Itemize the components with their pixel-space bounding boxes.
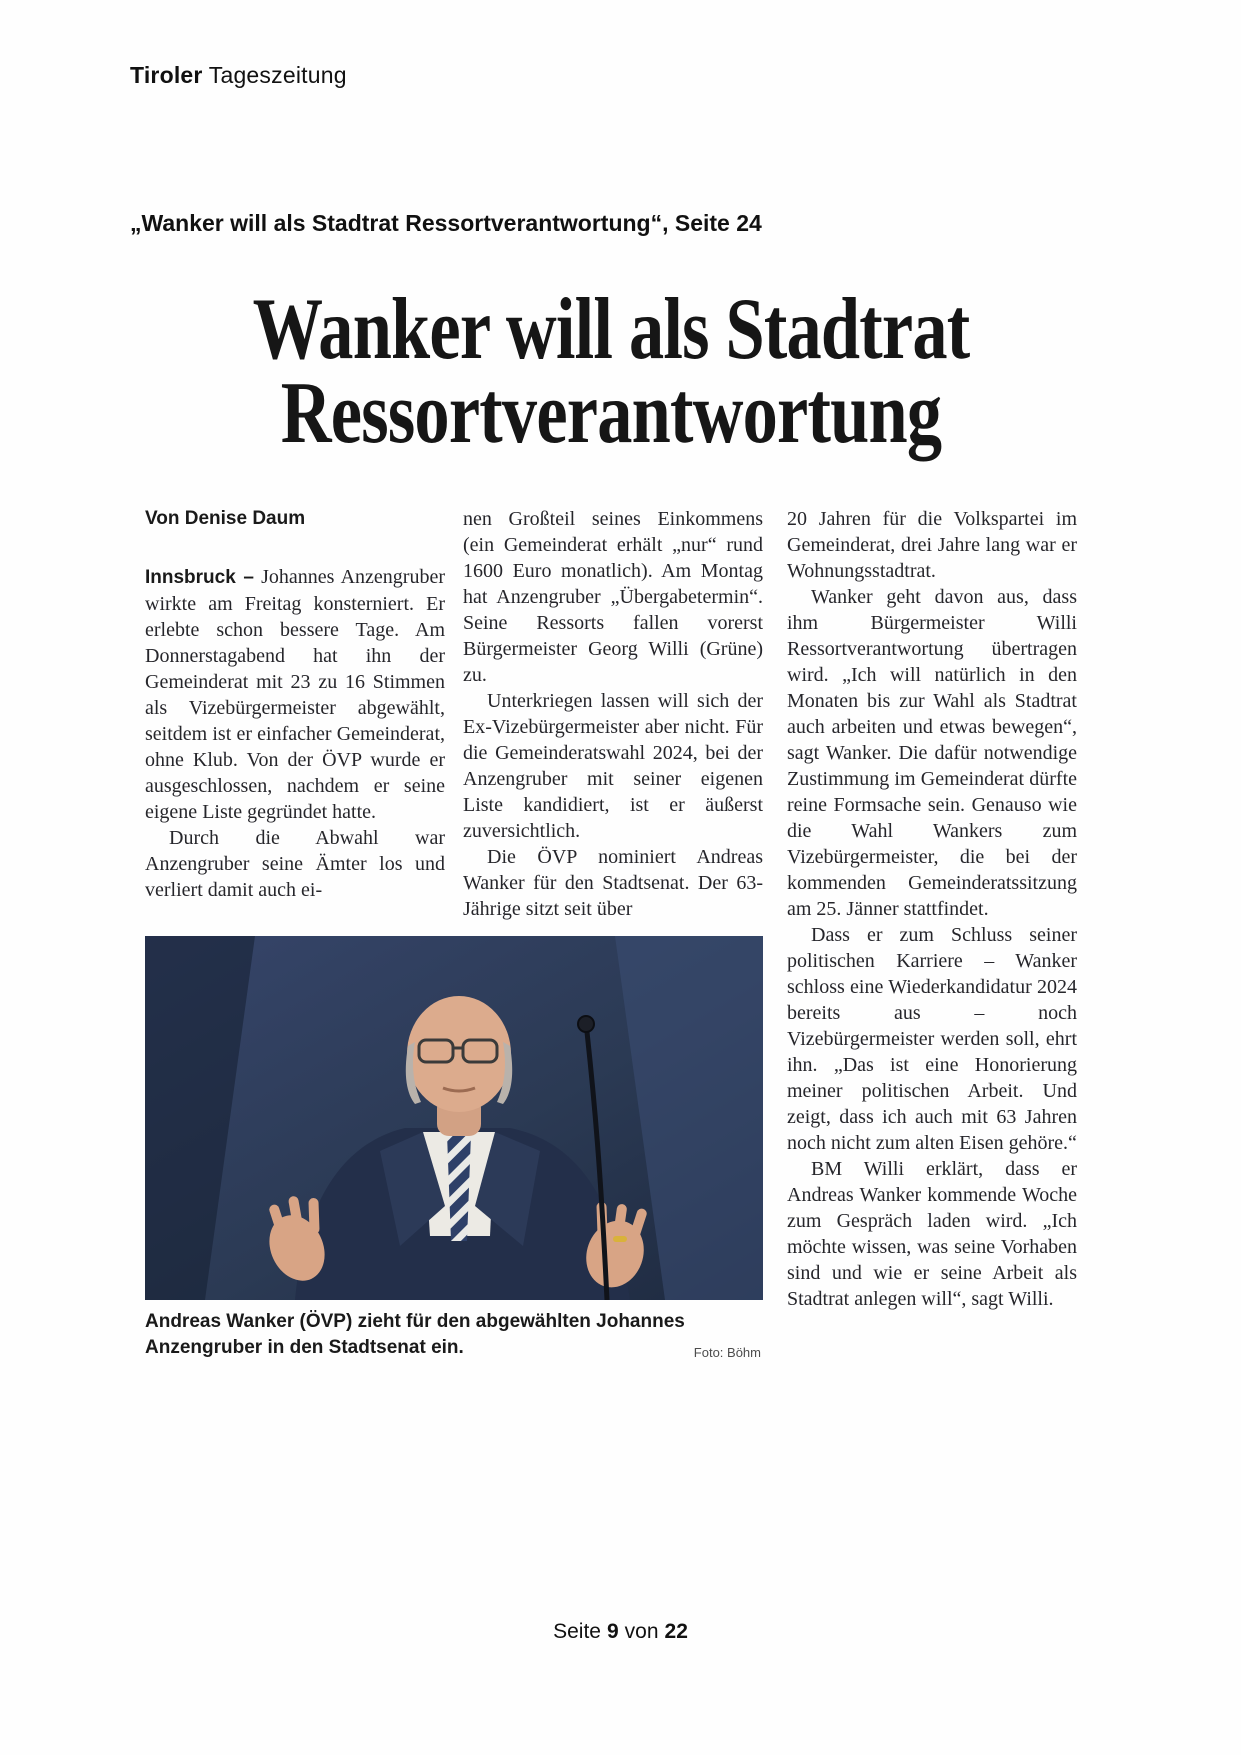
page-indicator-current: 9 [606,1620,619,1643]
headline-line-2: Ressortverantwortung [280,365,942,462]
article-photo [145,936,763,1300]
page-indicator [0,1620,1241,1644]
photo-block [145,936,763,1361]
article-column-3 [787,506,1077,1361]
paragraph: 20 Jahren für die Volkspartei im Gemeinderat, drei Jahre lang war er Wohnungsstadtrat. [787,508,1077,582]
paragraph: BM Willi erklärt, dass er Andreas Wanker kommende Woche zum Gespräch laden wird. „Ich möchte wissen, was seine Vorhaben sind und wie er seine Arbeit als Stadtrat anlegen will“, sagt Willi. [787,1158,1077,1310]
article-headline [145,281,1077,462]
paragraph [145,564,445,825]
paragraph: Unterkriegen lassen will sich der Ex-Vizebürgermeister aber nicht. Für die Gemeinderatswahl 2024, bei der Anzengruber mit seiner eigenen Liste kandidiert, ist er äußerst zuversichtlich. [463,690,763,842]
masthead-brand-bold: Tiroler [130,62,203,88]
article-left-area [145,506,763,1361]
page-indicator-of: von [624,1620,659,1643]
photo-caption: Andreas Wanker (ÖVP) zieht für den abgewählten Johannes Anzengruber in den Stadtsenat ein. [145,1311,685,1358]
location-lead: Innsbruck – [145,567,254,588]
article-column-2 [463,506,763,922]
page-indicator-label: Seite [553,1620,601,1643]
page-indicator-total: 22 [664,1620,688,1643]
gold-ring [613,1236,627,1242]
paragraph: nen Großteil seines Einkommens (ein Gemeinderat erhält „nur“ rund 1600 Euro monatlich). Am Montag hat Anzengruber „Übergabetermin“. Seine Ressorts fallen vorerst Bürgermeister Georg Willi (Grüne) zu. [463,508,763,686]
masthead-brand-regular: Tageszeitung [208,62,347,88]
article-column-1 [145,506,445,922]
paragraph: Wanker geht davon aus, dass ihm Bürgermeister Willi Ressortverantwortung übertragen wird. „Ich will natürlich in den Monaten bis zur Wahl als Stadtrat auch arbeiten und etwas bewegen“, sagt Wanker. Die dafür notwendige Zustimmung im Gemeinderat dürfte reine Formsache sein. Genauso wie die Wahl Wankers zum Vizebürgermeister, die bei der kommenden Gemeinderatssitzung am 25. Jänner stattfindet. [787,586,1077,920]
paragraph: Durch die Abwahl war Anzengruber seine Ämter los und verliert damit auch ei- [145,827,445,901]
newspaper-masthead [130,62,347,89]
headline-line-1: Wanker will als Stadtrat [252,281,970,378]
byline: Von Denise Daum [145,508,306,529]
paragraph: Dass er zum Schluss seiner politischen Karriere – Wanker schloss eine Wiederkandidatur 2024 bereits aus – noch Vizebürgermeister werden soll, ehrt ihn. „Das ist eine Honorierung meiner politischen Arbeit. Und zeigt, dass ich auch mit 63 Jahren noch nicht zum alten Eisen gehöre.“ [787,924,1077,1154]
photo-credit: Foto: Böhm [686,1345,761,1360]
article-columns-1-2 [145,506,763,922]
paragraph: Die ÖVP nominiert Andreas Wanker für den Stadtsenat. Der 63-Jährige sitzt seit über [463,846,763,920]
paragraph-text: Johannes Anzengruber wirkte am Freitag konsterniert. Er erlebte schon bessere Tage. Am Donnerstagabend hat ihn der Gemeinderat mit 23 zu 16 Stimmen als Vizebürgermeister abgewählt, seitdem ist er einfacher Gemeinderat, ohne Klub. Von der ÖVP wurde er ausgeschlossen, nachdem er seine eigene Liste gegründet hatte. [145,566,445,823]
article [145,281,1077,1361]
article-body [145,506,1077,1361]
caption-wrap [145,1309,763,1361]
subject-line: „Wanker will als Stadtrat Ressortverantwortung“, Seite 24 [130,210,762,236]
